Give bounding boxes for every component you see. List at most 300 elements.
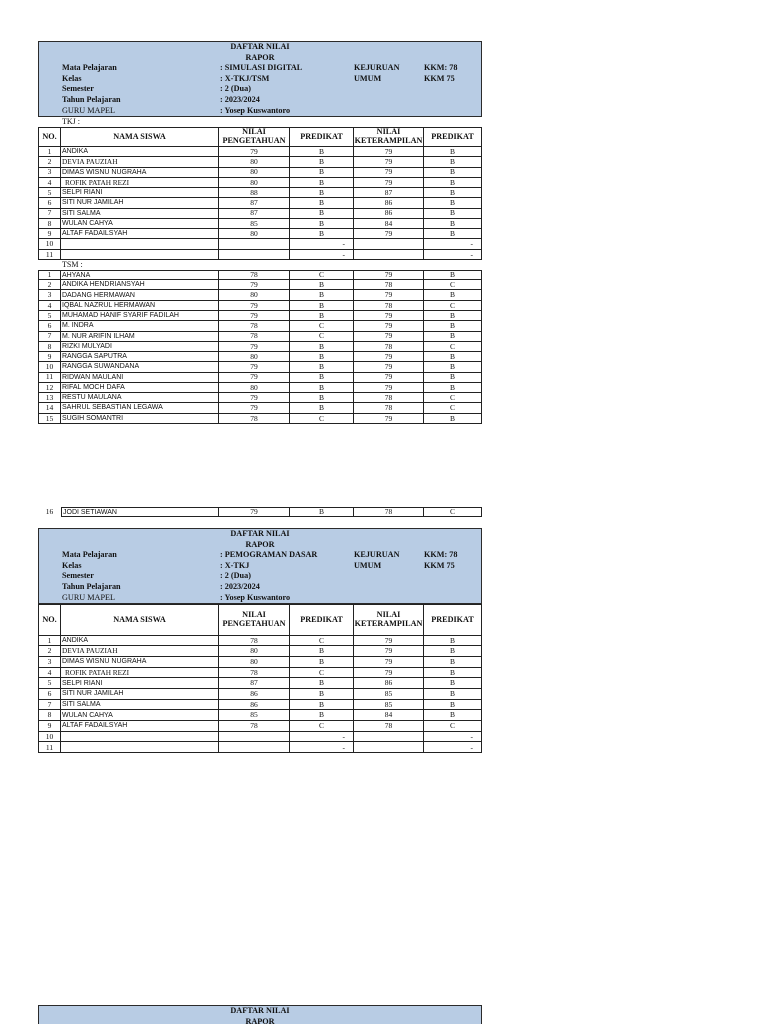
row-number: 2: [38, 157, 61, 167]
semester-value: : 2 (Dua): [220, 571, 251, 581]
knowledge-predicate: C: [290, 636, 354, 647]
knowledge-predicate: B: [290, 209, 354, 219]
row-number: 2: [38, 646, 61, 657]
skill-predicate: B: [424, 362, 482, 372]
knowledge-score: 79: [219, 301, 290, 311]
table-header: [38, 127, 482, 147]
year-value: : 2023/2024: [220, 94, 260, 104]
column-header-predicate-text: PREDIKAT: [431, 131, 474, 141]
general-category: UMUM: [354, 73, 382, 83]
grade-sheet-simulasi-digital: [38, 41, 482, 424]
report-title: DAFTAR NILAI: [230, 1006, 290, 1015]
row-number: 5: [38, 188, 61, 198]
semester-label: Semester: [62, 84, 94, 94]
row-number: 7: [38, 332, 61, 342]
knowledge-predicate: C: [290, 414, 354, 424]
table-row: [38, 393, 482, 403]
student-rows: [38, 636, 482, 754]
student-name: ANDIKA: [61, 147, 219, 157]
general-kkm: KKM 75: [424, 560, 455, 570]
column-header-predicate-text: PREDIKAT: [300, 131, 343, 141]
tsm-student-rows: [38, 270, 482, 424]
table-row: [38, 373, 482, 383]
skill-score: 79: [354, 352, 424, 362]
skill-score: 79: [354, 373, 424, 383]
skill-score: 85: [354, 700, 424, 711]
knowledge-predicate: B: [290, 689, 354, 700]
student-name: SITI NUR JAMILAH: [61, 198, 219, 208]
subject-value: : PEMOGRAMAN DASAR: [220, 550, 318, 560]
student-name: DADANG HERMAWAN: [61, 290, 219, 300]
knowledge-score: 88: [219, 188, 290, 198]
row-number: 3: [38, 657, 61, 668]
skill-predicate: B: [424, 229, 482, 239]
vocational-kkm: KKM: 78: [424, 550, 458, 560]
skill-score: [354, 239, 424, 249]
knowledge-predicate: B: [290, 290, 354, 300]
column-header-knowledge-predicate: [290, 127, 354, 147]
knowledge-score: 79: [219, 373, 290, 383]
knowledge-score: 78: [219, 321, 290, 331]
skill-score: 79: [354, 321, 424, 331]
knowledge-predicate: -: [290, 250, 354, 260]
general-category: UMUM: [354, 560, 382, 570]
year-row: [39, 582, 481, 593]
knowledge-predicate: B: [290, 168, 354, 178]
report-subtitle: RAPOR: [245, 1016, 275, 1024]
skill-score: 84: [354, 710, 424, 721]
row-number: 11: [38, 250, 61, 260]
table-row: [38, 229, 482, 239]
knowledge-predicate: C: [290, 332, 354, 342]
column-header-skill-line1: NILAI: [376, 127, 401, 137]
knowledge-predicate: B: [290, 219, 354, 229]
skill-predicate: C: [424, 301, 482, 311]
table-row: [38, 321, 482, 331]
table-row: [38, 710, 482, 721]
teacher-label: GURU MAPEL: [62, 105, 115, 115]
knowledge-score: 85: [219, 710, 290, 721]
student-name: JODI SETIAWAN: [61, 507, 219, 517]
knowledge-predicate: B: [290, 342, 354, 352]
skill-score: 79: [354, 168, 424, 178]
knowledge-score: 79: [219, 280, 290, 290]
row-number: 10: [38, 732, 61, 743]
student-name: M. NUR ARIFIN ILHAM: [61, 332, 219, 342]
student-name: ROFIK PATAH REZI: [61, 178, 219, 188]
table-row: [38, 301, 482, 311]
grade-sheet-next: [38, 1005, 482, 1024]
skill-predicate: B: [424, 209, 482, 219]
skill-predicate: B: [424, 414, 482, 424]
subject-label: Mata Pelajaran: [62, 550, 117, 560]
table-row: [38, 678, 482, 689]
column-header-predicate-text: PREDIKAT: [431, 614, 474, 624]
student-name: RANGGA SAPUTRA: [61, 352, 219, 362]
skill-score: 78: [354, 393, 424, 403]
subject-label: Mata Pelajaran: [62, 63, 117, 73]
row-number: 12: [38, 383, 61, 393]
skill-score: [354, 742, 424, 753]
knowledge-score: 79: [219, 311, 290, 321]
skill-score: 78: [354, 301, 424, 311]
table-row: [38, 732, 482, 743]
row-number: 3: [38, 290, 61, 300]
knowledge-score: [219, 742, 290, 753]
column-header-skill: [354, 604, 424, 635]
report-header-block: [38, 1005, 482, 1024]
skill-score: 79: [354, 414, 424, 424]
knowledge-predicate: B: [290, 178, 354, 188]
table-row: [38, 209, 482, 219]
column-header-name-text: NAMA SISWA: [113, 614, 166, 624]
student-name: RANGGA SUWANDANA: [61, 362, 219, 372]
skill-predicate: B: [424, 678, 482, 689]
knowledge-predicate: B: [290, 646, 354, 657]
skill-score: 79: [354, 178, 424, 188]
class-label: Kelas: [62, 73, 82, 83]
skill-predicate: B: [424, 157, 482, 167]
student-name: SITI SALMA: [61, 700, 219, 711]
skill-score: 86: [354, 198, 424, 208]
column-header-knowledge-predicate: [290, 604, 354, 635]
table-row: [38, 352, 482, 362]
column-header-skill-line2: KETERAMPILAN: [354, 135, 423, 145]
row-number: 5: [38, 678, 61, 689]
skill-score: 79: [354, 657, 424, 668]
report-title: DAFTAR NILAI: [230, 529, 290, 538]
skill-predicate: B: [424, 383, 482, 393]
table-row: [38, 270, 482, 280]
subject-row: [39, 550, 481, 561]
skill-predicate: B: [424, 352, 482, 362]
class-row: [39, 561, 481, 572]
skill-predicate: C: [424, 721, 482, 732]
teacher-value: : Yosep Kuswantoro: [220, 105, 291, 115]
grade-sheet-pemograman-dasar: [38, 528, 482, 753]
column-header-knowledge-line2: PENGETAHUAN: [222, 618, 286, 628]
knowledge-score: 80: [219, 646, 290, 657]
column-header-no: [38, 604, 61, 635]
skill-predicate: B: [424, 668, 482, 679]
year-label: Tahun Pelajaran: [62, 581, 121, 591]
knowledge-score: 80: [219, 290, 290, 300]
skill-score: 79: [354, 668, 424, 679]
student-name: MUHAMAD HANIF SYARIF FADILAH: [61, 311, 219, 321]
student-name: DIMAS WISNU NUGRAHA: [61, 657, 219, 668]
table-row: [38, 239, 482, 249]
table-row: [38, 219, 482, 229]
year-value: : 2023/2024: [220, 581, 260, 591]
group-label-tkj: TKJ :: [62, 117, 80, 127]
table-row: [38, 362, 482, 372]
skill-predicate: B: [424, 178, 482, 188]
column-header-knowledge-line1: NILAI: [242, 610, 266, 620]
row-number: 4: [38, 178, 61, 188]
skill-predicate: B: [424, 270, 482, 280]
skill-predicate: B: [424, 332, 482, 342]
skill-predicate: -: [424, 732, 482, 743]
row-number: 6: [38, 321, 61, 331]
skill-predicate: C: [424, 342, 482, 352]
skill-score: 79: [354, 332, 424, 342]
vocational-category: KEJURUAN: [354, 550, 400, 560]
student-name: SITI SALMA: [61, 209, 219, 219]
knowledge-predicate: -: [290, 239, 354, 249]
table-row: [38, 157, 482, 167]
skill-predicate: B: [424, 700, 482, 711]
knowledge-predicate: B: [290, 657, 354, 668]
knowledge-score: 80: [219, 178, 290, 188]
report-subtitle: RAPOR: [245, 52, 275, 62]
table-row: [38, 332, 482, 342]
row-number: 10: [38, 239, 61, 249]
year-label: Tahun Pelajaran: [62, 94, 121, 104]
student-name: ROFIK PATAH REZI: [61, 668, 219, 679]
skill-predicate: B: [424, 646, 482, 657]
table-row: [38, 689, 482, 700]
student-name: WULAN CAHYA: [61, 710, 219, 721]
row-number: 5: [38, 311, 61, 321]
student-name: ALTAF FADAILSYAH: [61, 229, 219, 239]
column-header-skill-predicate: [424, 127, 482, 147]
report-header-block: [38, 41, 482, 117]
knowledge-score: 85: [219, 219, 290, 229]
column-header-name: [61, 604, 219, 635]
row-number: 1: [38, 636, 61, 647]
table-row: [38, 342, 482, 352]
skill-predicate: -: [424, 742, 482, 753]
skill-score: 78: [354, 280, 424, 290]
table-row: [38, 280, 482, 290]
class-row: [39, 74, 481, 85]
table-row: [38, 311, 482, 321]
skill-score: 78: [354, 721, 424, 732]
table-row: [38, 168, 482, 178]
skill-predicate: C: [424, 280, 482, 290]
skill-predicate: B: [424, 689, 482, 700]
table-row: [38, 250, 482, 260]
skill-predicate: B: [424, 657, 482, 668]
column-header-knowledge: [219, 604, 290, 635]
row-number: 11: [38, 742, 61, 753]
skill-predicate: B: [424, 710, 482, 721]
column-header-no-text: NO.: [42, 131, 57, 141]
knowledge-predicate: B: [290, 362, 354, 372]
student-name: SUGIH SOMANTRI: [61, 414, 219, 424]
skill-predicate: B: [424, 147, 482, 157]
skill-score: 79: [354, 290, 424, 300]
student-name: DEVIA PAUZIAH: [61, 646, 219, 657]
knowledge-score: 78: [219, 270, 290, 280]
knowledge-predicate: B: [290, 352, 354, 362]
year-row: [39, 95, 481, 106]
knowledge-score: 79: [219, 147, 290, 157]
knowledge-predicate: C: [290, 270, 354, 280]
knowledge-score: 79: [219, 342, 290, 352]
row-number: 7: [38, 209, 61, 219]
knowledge-predicate: B: [290, 188, 354, 198]
knowledge-predicate: C: [290, 721, 354, 732]
student-name: RIDWAN MAULANI: [61, 373, 219, 383]
teacher-row: [39, 593, 481, 604]
skill-score: 86: [354, 209, 424, 219]
skill-score: 86: [354, 678, 424, 689]
table-row: [38, 178, 482, 188]
knowledge-predicate: B: [290, 229, 354, 239]
teacher-label: GURU MAPEL: [62, 592, 115, 602]
report-title: DAFTAR NILAI: [230, 42, 290, 51]
table-row: [38, 414, 482, 424]
row-number: 8: [38, 710, 61, 721]
student-name: DIMAS WISNU NUGRAHA: [61, 168, 219, 178]
knowledge-score: 86: [219, 700, 290, 711]
knowledge-score: 78: [219, 332, 290, 342]
row-number: 9: [38, 352, 61, 362]
skill-score: 78: [354, 342, 424, 352]
column-header-knowledge: [219, 127, 290, 147]
semester-value: : 2 (Dua): [220, 84, 251, 94]
table-row: [38, 721, 482, 732]
column-header-name-text: NAMA SISWA: [113, 131, 166, 141]
table-row: [38, 198, 482, 208]
knowledge-score: 80: [219, 229, 290, 239]
table-row: [38, 742, 482, 753]
skill-score: 79: [354, 270, 424, 280]
knowledge-score: 87: [219, 678, 290, 689]
skill-predicate: -: [424, 250, 482, 260]
table-row: [38, 646, 482, 657]
knowledge-predicate: B: [290, 301, 354, 311]
row-number: 4: [38, 668, 61, 679]
knowledge-predicate: -: [290, 742, 354, 753]
class-label: Kelas: [62, 560, 82, 570]
row-number: 6: [38, 689, 61, 700]
skill-score: 79: [354, 157, 424, 167]
skill-predicate: -: [424, 239, 482, 249]
class-value: : X-TKJ: [220, 560, 250, 570]
row-number: 8: [38, 219, 61, 229]
knowledge-score: 80: [219, 383, 290, 393]
student-name: IQBAL NAZRUL HERMAWAN: [61, 301, 219, 311]
vocational-category: KEJURUAN: [354, 63, 400, 73]
report-subtitle: RAPOR: [245, 539, 275, 549]
knowledge-predicate: B: [290, 710, 354, 721]
skill-score: 85: [354, 689, 424, 700]
knowledge-predicate: B: [290, 393, 354, 403]
knowledge-score: 78: [219, 668, 290, 679]
knowledge-predicate: B: [290, 198, 354, 208]
knowledge-score: 78: [219, 721, 290, 732]
skill-score: 78: [354, 403, 424, 413]
student-name: WULAN CAHYA: [61, 219, 219, 229]
knowledge-predicate: B: [290, 311, 354, 321]
row-number: 4: [38, 301, 61, 311]
column-header-skill-line2: KETERAMPILAN: [354, 618, 423, 628]
knowledge-score: 87: [219, 198, 290, 208]
skill-score: 79: [354, 636, 424, 647]
column-header-name: [61, 127, 219, 147]
row-number: 13: [38, 393, 61, 403]
skill-score: 87: [354, 188, 424, 198]
row-number: 1: [38, 270, 61, 280]
group-label-tsm: TSM :: [62, 259, 83, 269]
knowledge-predicate: C: [290, 668, 354, 679]
semester-row: [39, 571, 481, 582]
student-name: [61, 732, 219, 743]
column-header-knowledge-line2: PENGETAHUAN: [222, 135, 286, 145]
student-name: SITI NUR JAMILAH: [61, 689, 219, 700]
student-name: ANDIKA HENDRIANSYAH: [61, 280, 219, 290]
student-name: [61, 250, 219, 260]
knowledge-score: 78: [219, 636, 290, 647]
knowledge-predicate: B: [290, 678, 354, 689]
student-name: SELPI RIANI: [61, 188, 219, 198]
skill-score: 84: [354, 219, 424, 229]
skill-predicate: C: [424, 403, 482, 413]
teacher-value: : Yosep Kuswantoro: [220, 592, 291, 602]
tkj-student-rows: [38, 147, 482, 260]
skill-score: 79: [354, 383, 424, 393]
table-row: [38, 383, 482, 393]
table-row: [38, 290, 482, 300]
column-header-skill: [354, 127, 424, 147]
knowledge-predicate: B: [290, 280, 354, 290]
row-number: 3: [38, 168, 61, 178]
skill-score: [354, 250, 424, 260]
row-number: 8: [38, 342, 61, 352]
row-number: 1: [38, 147, 61, 157]
knowledge-predicate: C: [290, 321, 354, 331]
knowledge-score: 79: [219, 403, 290, 413]
knowledge-score: [219, 732, 290, 743]
knowledge-score: [219, 239, 290, 249]
student-name: AHYANA: [61, 270, 219, 280]
report-header-block: [38, 528, 482, 604]
semester-row: [39, 84, 481, 95]
column-header-no: [38, 127, 61, 147]
knowledge-predicate: B: [290, 147, 354, 157]
knowledge-predicate: B: [290, 383, 354, 393]
skill-predicate: B: [424, 321, 482, 331]
knowledge-score: 87: [219, 209, 290, 219]
skill-predicate: B: [424, 198, 482, 208]
skill-predicate: B: [424, 311, 482, 321]
table-row: [38, 403, 482, 413]
continued-rows: [38, 507, 482, 517]
row-number: 9: [38, 229, 61, 239]
knowledge-score: 86: [219, 689, 290, 700]
skill-predicate: C: [424, 507, 482, 517]
student-name: M. INDRA: [61, 321, 219, 331]
row-number: 6: [38, 198, 61, 208]
table-row: [38, 188, 482, 198]
general-kkm: KKM 75: [424, 73, 455, 83]
row-number: 15: [38, 414, 61, 424]
student-name: RIZKI MULYADI: [61, 342, 219, 352]
knowledge-predicate: B: [290, 403, 354, 413]
row-number: 2: [38, 280, 61, 290]
skill-score: 79: [354, 229, 424, 239]
table-row: [38, 657, 482, 668]
knowledge-score: 78: [219, 414, 290, 424]
row-number: 10: [38, 362, 61, 372]
knowledge-score: 79: [219, 393, 290, 403]
skill-predicate: B: [424, 373, 482, 383]
knowledge-predicate: B: [290, 700, 354, 711]
column-header-predicate-text: PREDIKAT: [300, 614, 343, 624]
student-name: SELPI RIANI: [61, 678, 219, 689]
